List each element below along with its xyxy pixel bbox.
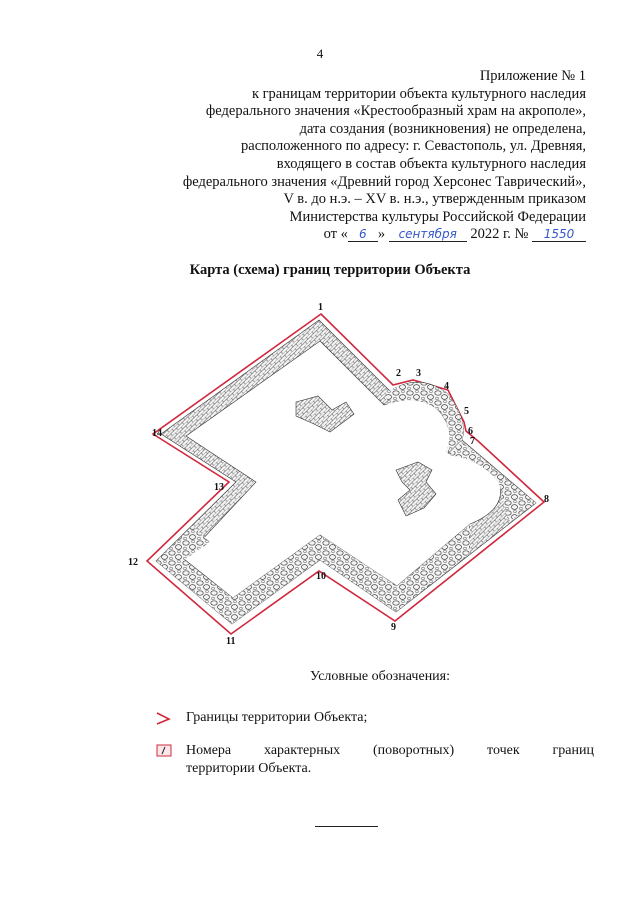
point-label-9: 9 [391,622,396,633]
legend-title: Условные обозначения: [309,669,451,684]
order-month: сентября [389,227,467,242]
order-date-mid: » [377,226,386,243]
legend-points-text-line2: территории Объекта. [186,761,312,776]
red-boundary-line-icon [155,710,175,726]
footer-rule [315,826,378,827]
appendix-line: федерального значения «Древний город Херсонес Таврический», [182,173,586,190]
point-number-box-icon [155,743,175,759]
point-label-5: 5 [464,406,469,417]
appendix-line: расположенного по адресу: г. Севастополь, ул. Древняя, [241,138,586,155]
legend-item-boundary [155,709,595,729]
point-label-4: 4 [444,381,449,392]
order-day: 6 [348,227,378,242]
point-label-6: 6 [468,426,473,437]
order-date-prefix: от « [323,226,348,243]
point-label-10: 10 [316,571,326,582]
point-label-11: 11 [226,636,236,647]
legend-item-points [155,742,595,782]
point-label-13: 13 [214,482,224,493]
point-label-12: 12 [128,557,138,568]
point-label-7: 7 [470,436,475,447]
point-label-2: 2 [396,368,401,379]
appendix-line: V в. до н.э. – XV в. н.э., утвержденным приказом [283,191,586,208]
legend-points-text-line1: Номера характерных (поворотных) точек границ [186,743,594,758]
appendix-line: Приложение № 1 [479,68,586,84]
point-label-14: 14 [152,428,162,439]
appendix-line: Министерства культуры Российской Федерации [289,208,586,225]
appendix-line: дата создания (возникновения) не определена, [299,120,586,137]
appendix-line: входящего в состав объекта культурного наследия [276,155,586,172]
appendix-line: федерального значения «Крестообразный храм на акрополе», [205,103,586,120]
point-label-3: 3 [416,368,421,379]
map-title: Карта (схема) границ территории Объекта [189,262,471,278]
order-number: 1550 [532,227,586,242]
point-label-1: 1 [318,302,323,313]
order-year: 2022 г. № [470,226,529,243]
point-label-8: 8 [544,494,549,505]
page-number: 4 [316,46,324,61]
appendix-line: к границам территории объекта культурного наследия [251,85,586,102]
legend-boundary-text: Границы территории Объекта; [186,710,368,725]
